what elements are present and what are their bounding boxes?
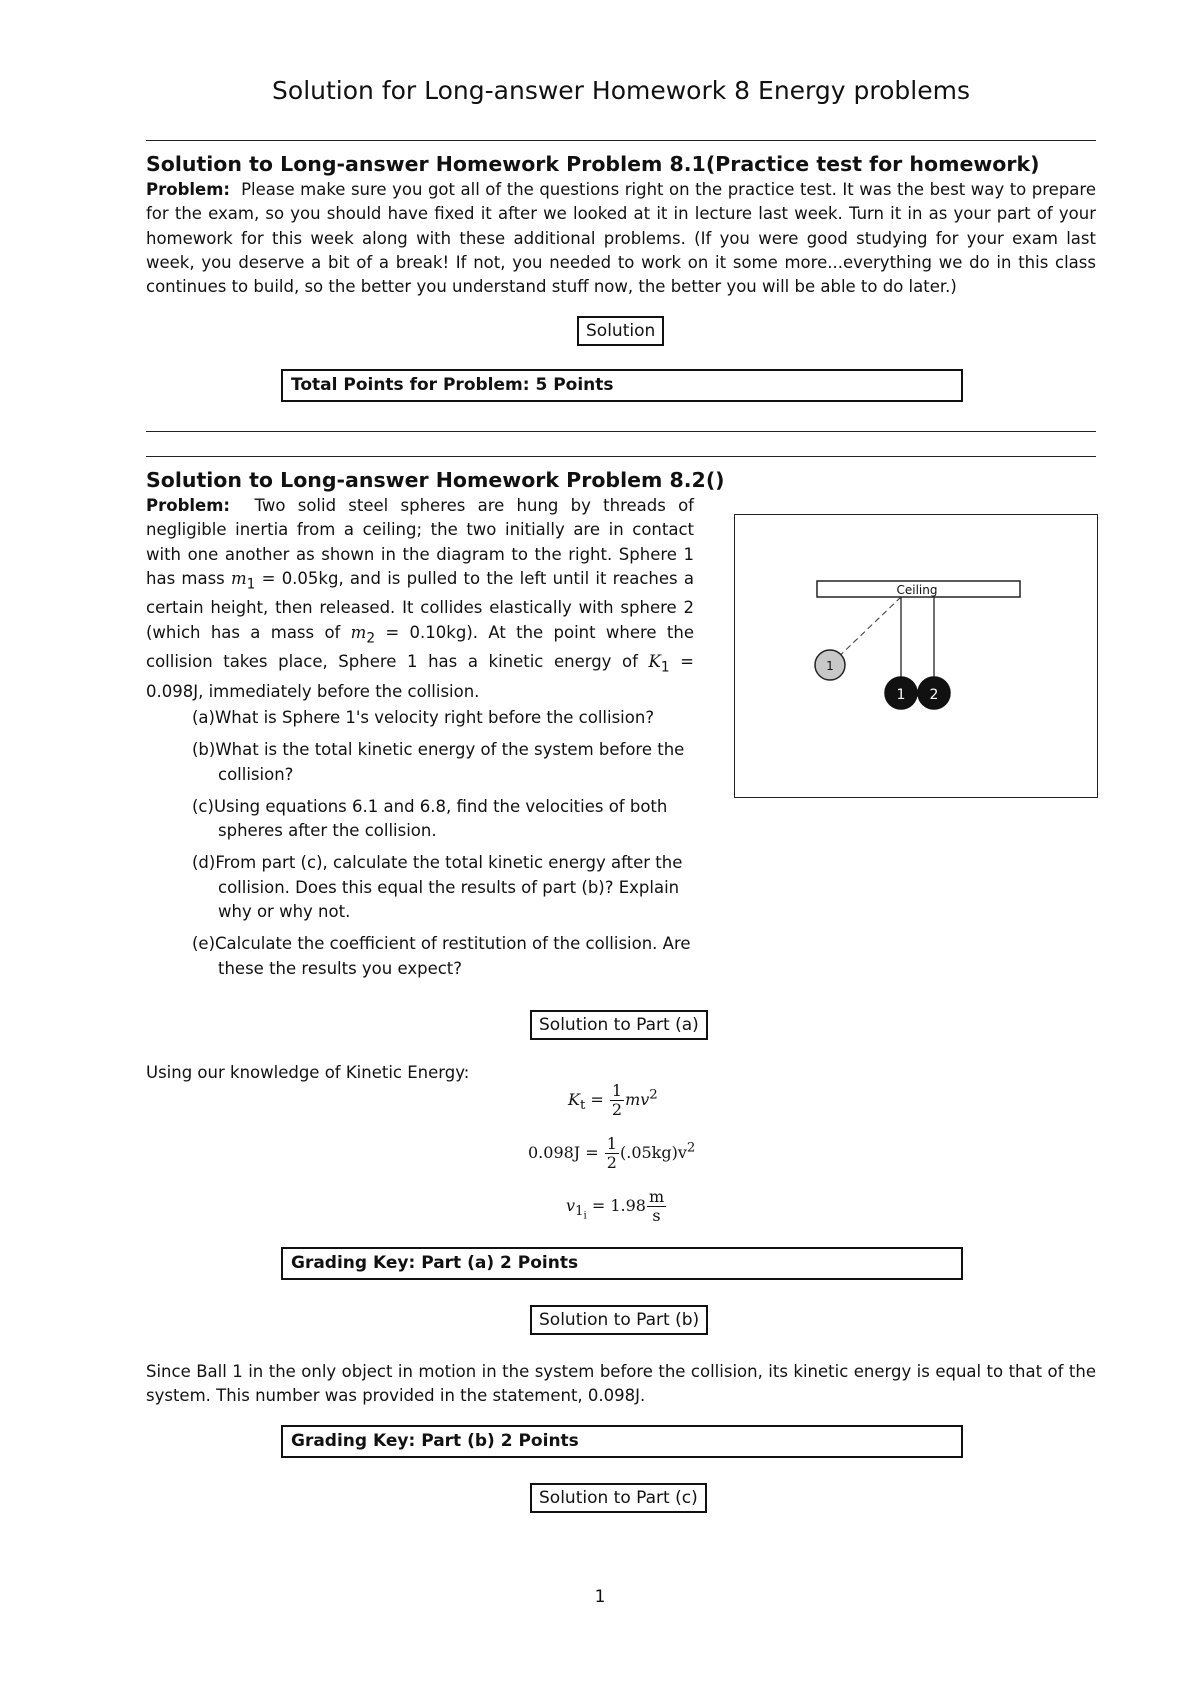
problem-8-1-text — [146, 178, 1096, 299]
problem-label: Problem: — [146, 180, 231, 199]
eq-superscript: 2 — [649, 1087, 658, 1103]
denominator: 2 — [606, 1153, 617, 1172]
denominator: 2 — [611, 1100, 623, 1119]
question-part-d: (d)From part (c), calculate the total kinetic energy after the collision. Does this equal the results of part (b)? Explain why or why not. — [192, 853, 683, 922]
subscript: 1 — [246, 576, 256, 593]
fraction — [647, 1188, 666, 1225]
eq-symbol: K — [568, 1090, 580, 1109]
newtons-cradle-diagram — [734, 514, 1098, 798]
sphere-1-raised-label: 1 — [826, 659, 834, 673]
solution-part-b-button[interactable]: Solution to Part (b) — [530, 1305, 708, 1335]
question-part-c: (c)Using equations 6.1 and 6.8, find the velocities of both spheres after the collision. — [192, 796, 668, 841]
subscript: 1 — [660, 659, 670, 676]
var-m: m — [350, 622, 367, 642]
eq-subscript: 1 — [575, 1204, 584, 1220]
problem-8-1-body: Please make sure you got all of the questions right on the practice test. It was the best way to prepare for the exam, so you should have fixed it after we looked at it in lecture last week. Turn it in as your part of your homework for this week along with these additional problems. (If you were good studying for your exam last week, you deserve a bit of a break! If not, you needed to work on it some more...everything we do in this class continues to build, so the better you understand stuff now, the better you will be able to do later.) — [146, 180, 1096, 297]
eq-symbol: v — [566, 1196, 576, 1215]
eq-superscript: 2 — [686, 1140, 696, 1156]
equation-kinetic-energy — [568, 1082, 658, 1119]
problem-text-part: = 0.05kg, and is pulled to the left until it reaches a certain height, then released. It collides elastically with sphere 2 (which has a mass of — [146, 568, 694, 642]
question-part-b: (b)What is the total kinetic energy of the system before the collision? — [192, 740, 685, 784]
var-m: m — [231, 568, 247, 588]
problem-text-part: = 0.098J, immediately before the collision. — [146, 652, 694, 701]
equation-velocity — [566, 1188, 667, 1225]
numerator: m — [648, 1187, 665, 1206]
sphere-2-label: 2 — [929, 687, 939, 703]
problem-label: Problem: — [146, 496, 231, 515]
eq-text: 0.098J = — [528, 1143, 604, 1162]
eq-subscript: t — [579, 1098, 586, 1114]
fraction — [605, 1135, 619, 1172]
divider — [146, 456, 1096, 457]
question-list — [192, 706, 692, 989]
problem-8-1-heading: Solution to Long-answer Homework Problem 8.1(Practice test for homework) — [146, 152, 1040, 176]
eq-text: = — [585, 1090, 609, 1109]
problem-text-part: Two solid steel spheres are hung by threads of negligible inertia from a ceiling; the two initially are in contact with one another as shown in the diagram to the right. Sphere 1 has mass — [146, 496, 694, 588]
page-number: 1 — [594, 1587, 606, 1607]
sphere-1-label: 1 — [896, 687, 906, 703]
eq-text: = 1.98 — [586, 1196, 646, 1215]
solution-a-intro: Using our knowledge of Kinetic Energy: — [146, 1063, 470, 1082]
subscript: 2 — [366, 630, 376, 647]
question-part-a: (a)What is Sphere 1's velocity right before the collision? — [192, 708, 655, 727]
ceiling-label: Ceiling — [896, 583, 938, 597]
eq-symbol: mv — [625, 1090, 650, 1109]
solution-b-text: Since Ball 1 in the only object in motion in the system before the collision, its kinetic energy is equal to that of the system. This number was provided in the statement, 0.098J. — [146, 1362, 1096, 1406]
divider — [146, 140, 1096, 141]
problem-8-2-heading: Solution to Long-answer Homework Problem 8.2() — [146, 468, 725, 492]
equation-substituted — [528, 1135, 695, 1172]
grading-key-a: Grading Key: Part (a) 2 Points — [281, 1247, 963, 1280]
eq-subscript: i — [583, 1210, 587, 1222]
solution-part-a-button[interactable]: Solution to Part (a) — [530, 1010, 708, 1040]
diagram-svg — [735, 515, 1097, 797]
var-k: K — [648, 652, 661, 672]
numerator: 1 — [606, 1134, 617, 1153]
fraction — [610, 1082, 624, 1119]
denominator: s — [652, 1206, 661, 1225]
grading-key-b: Grading Key: Part (b) 2 Points — [281, 1425, 963, 1458]
total-points-box: Total Points for Problem: 5 Points — [281, 369, 963, 402]
numerator: 1 — [611, 1081, 623, 1100]
solution-button[interactable]: Solution — [577, 316, 664, 346]
problem-text-part: = 0.10kg). At the point where the collision takes place, Sphere 1 has a kinetic energy of — [146, 622, 694, 672]
solution-part-c-button[interactable]: Solution to Part (c) — [530, 1483, 707, 1513]
divider — [146, 431, 1096, 432]
eq-text: (.05kg)v — [619, 1143, 687, 1162]
problem-8-2-text — [146, 494, 694, 704]
question-part-e: (e)Calculate the coefficient of restitution of the collision. Are these the results you expect? — [192, 934, 691, 978]
document-title: Solution for Long-answer Homework 8 Energy problems — [272, 76, 970, 105]
